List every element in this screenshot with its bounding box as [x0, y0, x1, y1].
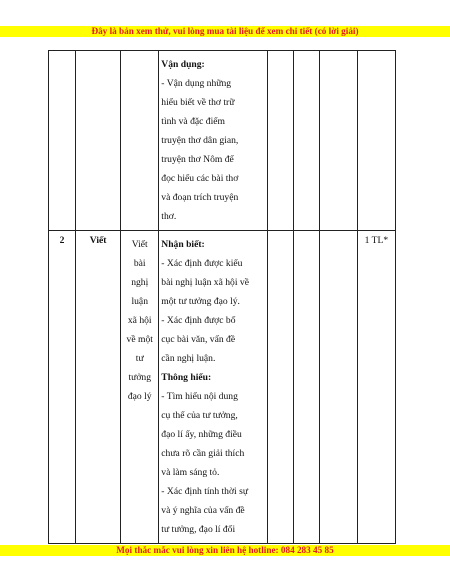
preview-banner-text: Đây là bản xem thử, vui lòng mua tài liệu để xem chi tiết (có lời giải) [91, 26, 359, 36]
cell-topic [121, 231, 159, 544]
topic-line: về một [126, 334, 153, 345]
cell-level-d [357, 51, 395, 231]
preview-banner [0, 26, 450, 37]
cell-level-b [293, 51, 319, 231]
topic-line: xã hội [127, 315, 152, 326]
description-line: chưa rõ cần giải thích [161, 448, 245, 459]
topic-line: tư [135, 353, 144, 364]
description-line: - Xác định được kiểu [161, 258, 243, 269]
hotline-banner-text: Mọi thắc mắc vui lòng xin liên hệ hotline: 084 283 45 85 [116, 545, 334, 555]
level-heading-thong-hieu: Thông hiểu: [161, 372, 212, 383]
hotline-banner [0, 545, 450, 556]
cell-level-b [293, 231, 319, 544]
cell-level-c [319, 51, 357, 231]
topic-line: nghị [131, 277, 149, 288]
topic-line: tưởng [128, 372, 152, 383]
cell-description [159, 231, 267, 544]
cell-score: 1 TL* [357, 231, 395, 544]
description-line: và đoạn trích truyện [161, 192, 239, 203]
cell-level-a [267, 51, 293, 231]
description-line: bài nghị luận xã hội về [161, 277, 249, 288]
description-line: hiểu biết về thơ trữ [161, 97, 235, 108]
cell-topic [121, 51, 159, 231]
level-heading-van-dung: Vận dụng: [161, 59, 205, 70]
description-line: truyện thơ dân gian, [161, 135, 239, 146]
description-line: và ý nghĩa của vấn đề [161, 505, 245, 516]
description-line: thơ. [161, 211, 177, 222]
description-line: - Xác định được bố [161, 315, 236, 326]
topic-line: Viết [131, 239, 148, 250]
description-line: - Xác định tính thời sự [161, 486, 249, 497]
description-line: đạo lí ấy, những điều [161, 429, 242, 440]
description-line: cục bài văn, vấn đề [161, 334, 236, 345]
cell-level-a [267, 231, 293, 544]
description-line: truyện thơ Nôm để [161, 154, 234, 165]
cell-no: 2 [49, 231, 76, 544]
description-line: cụ thể của tư tưởng, [161, 410, 238, 421]
topic-line: đạo lý [127, 391, 152, 402]
description-line: cần nghị luận. [161, 353, 216, 364]
matrix-table [48, 50, 396, 544]
cell-level-c [319, 231, 357, 544]
table-row [49, 51, 396, 231]
description-line: tư tưởng, đạo lí đối [161, 524, 236, 535]
table-row [49, 231, 396, 544]
cell-description [159, 51, 267, 231]
description-line: đọc hiểu các bài thơ [161, 173, 239, 184]
topic-line: bài [133, 258, 146, 269]
description-line: - Vận dụng những [161, 78, 232, 89]
description-line: - Tìm hiểu nội dung [161, 391, 238, 402]
cell-name [76, 51, 121, 231]
cell-no [49, 51, 76, 231]
topic-line: luận [131, 296, 148, 307]
cell-name: Viết [76, 231, 121, 544]
level-heading-nhan-biet: Nhận biết: [161, 239, 205, 250]
description-line: tình và đặc điểm [161, 116, 225, 127]
description-line: một tư tưởng đạo lý. [161, 296, 240, 307]
description-line: và làm sáng tỏ. [161, 467, 220, 478]
